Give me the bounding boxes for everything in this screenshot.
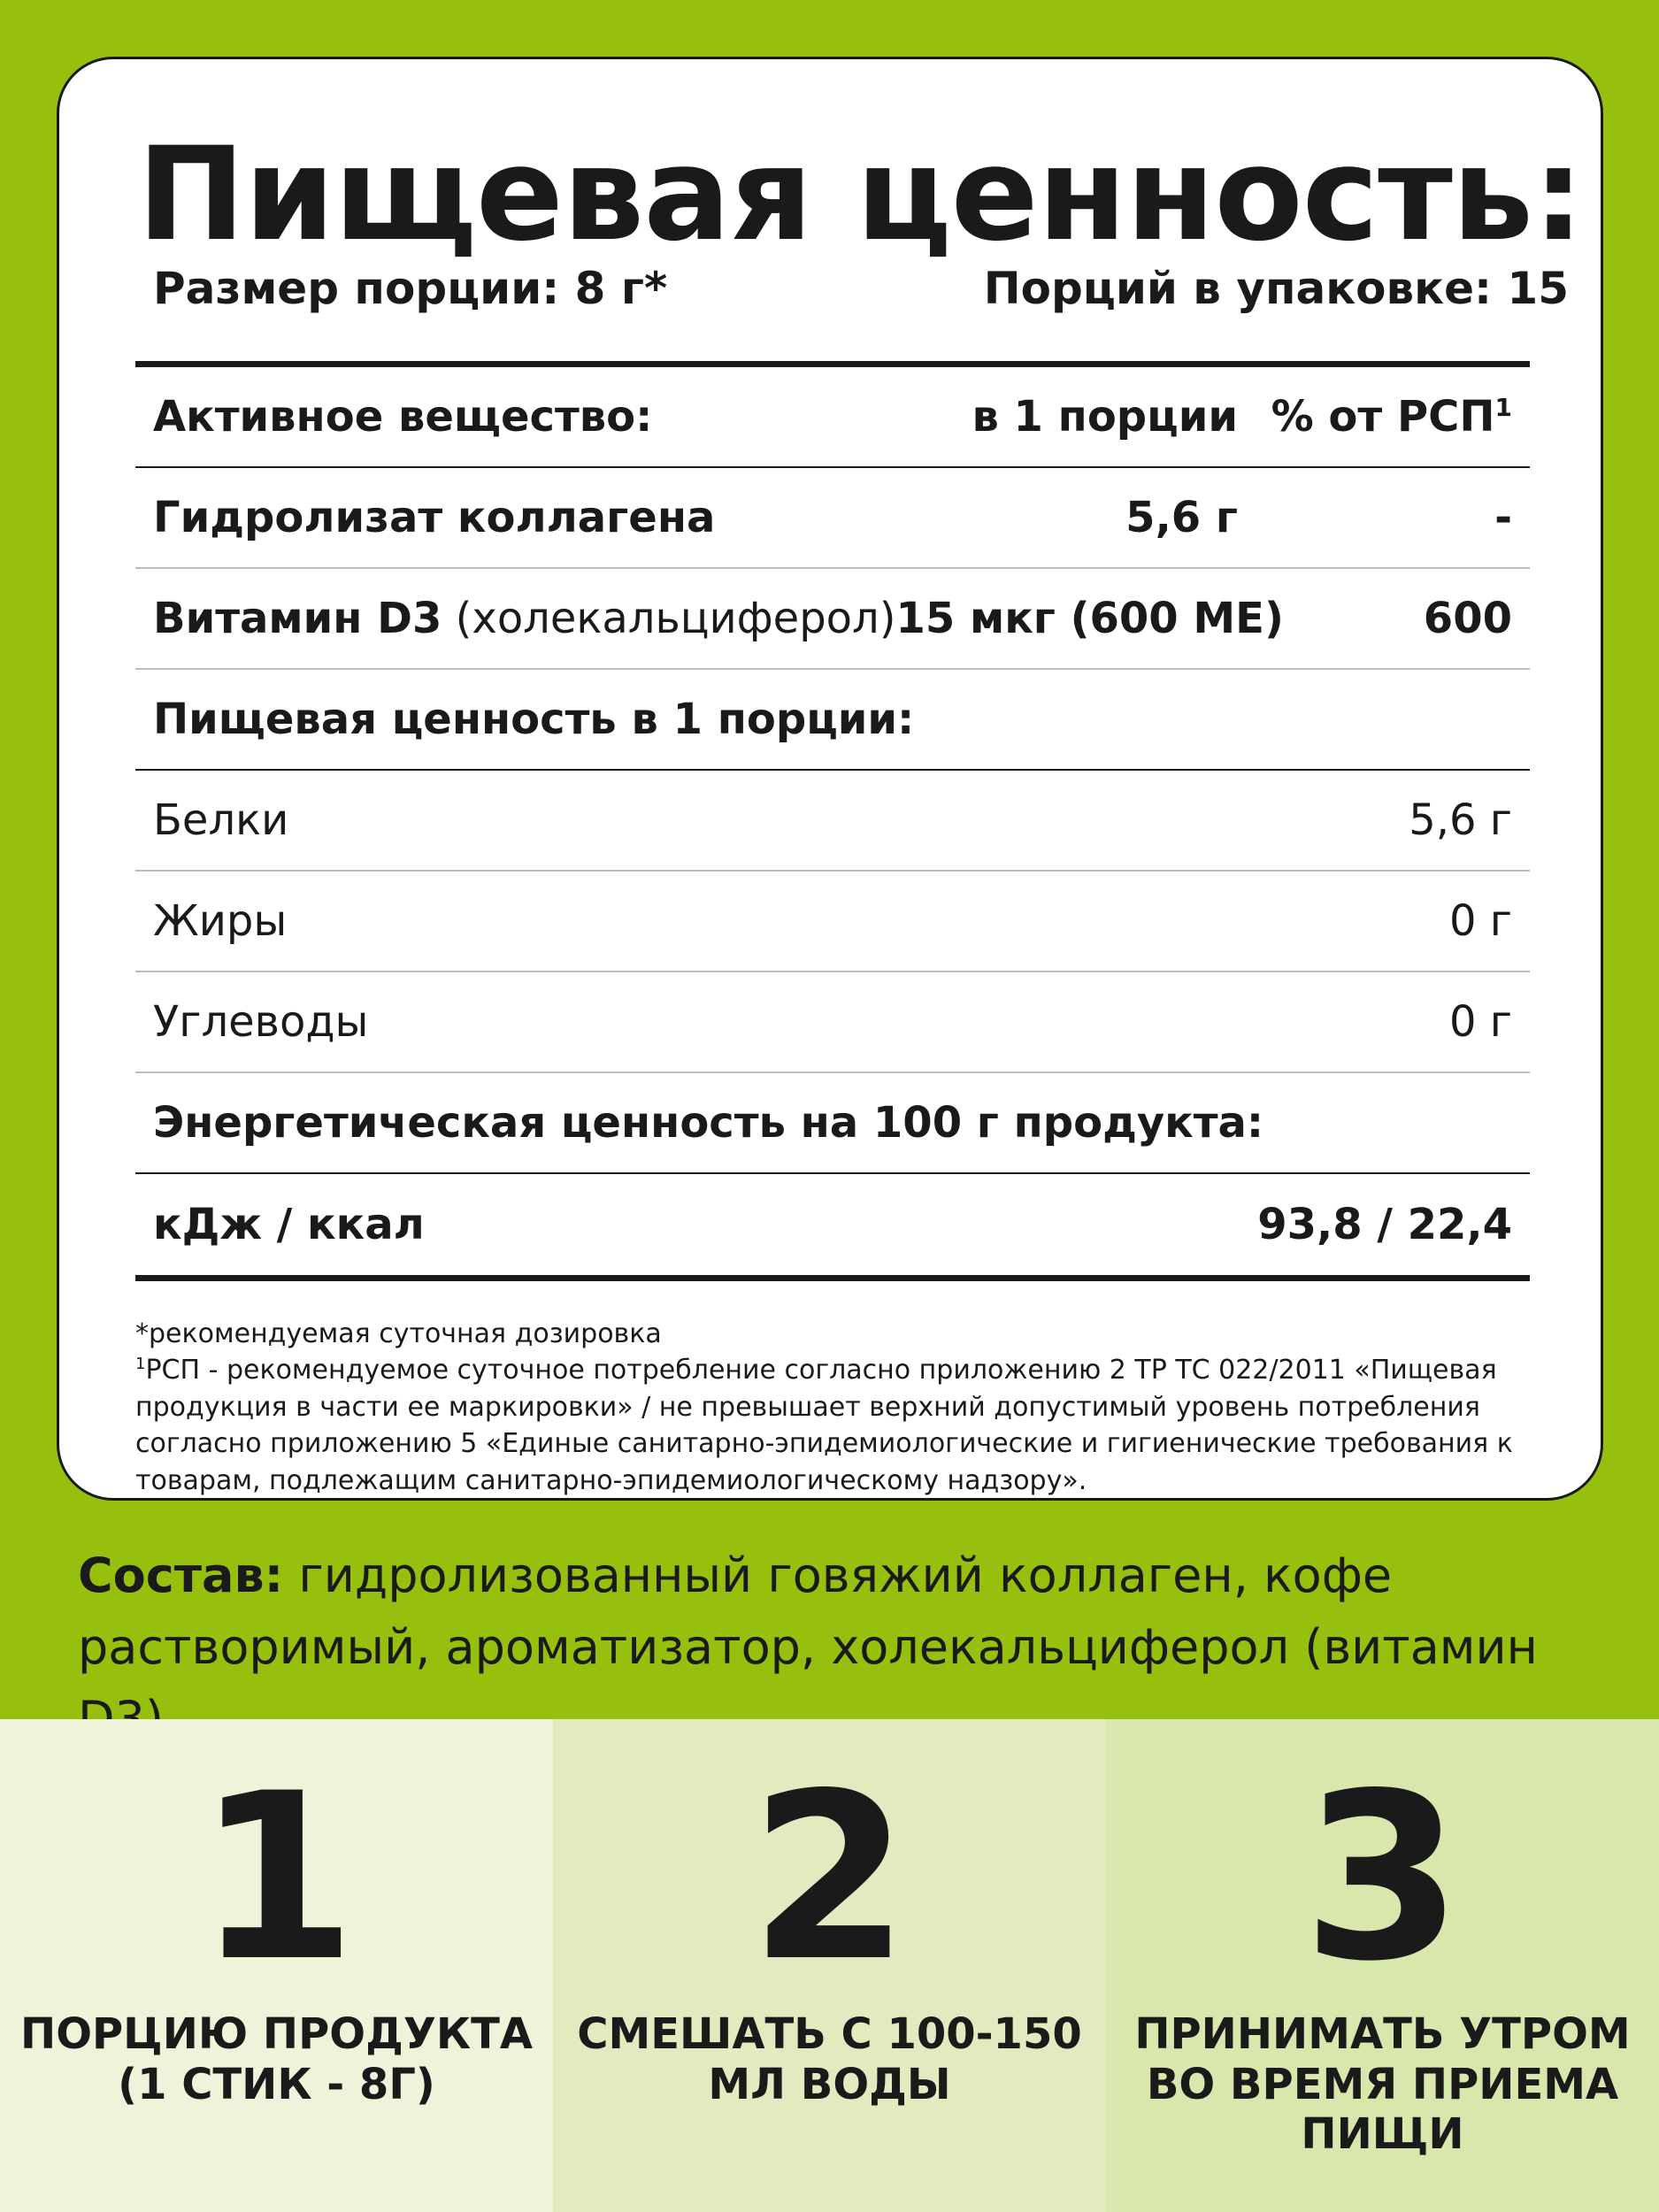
composition-label: Состав:: [78, 1548, 284, 1603]
macro-name: Жиры: [153, 896, 288, 946]
active-rsp: 600: [1423, 594, 1512, 643]
step-3: [1106, 1719, 1659, 2212]
header-per-serving: в 1 порции: [972, 392, 1238, 442]
section-per-serving: Пищевая ценность в 1 порции:: [135, 670, 1530, 771]
nutrition-table: [135, 361, 1530, 1281]
active-amount: 15 мкг (600 МЕ): [895, 594, 1284, 643]
active-amount: 5,6 г: [1125, 493, 1238, 542]
macro-value: 0 г: [1448, 997, 1512, 1047]
step-2: [553, 1719, 1106, 2212]
header-active-substance: Активное вещество:: [153, 392, 653, 442]
table-row: [135, 468, 1530, 569]
table-row: [135, 872, 1530, 972]
header-rsp: % от РСП$^1$: [1271, 392, 1512, 442]
active-name: Гидролизат коллагена: [153, 493, 716, 542]
step-number: 2: [749, 1745, 910, 2012]
energy-value: 93,8 / 22,4: [1257, 1200, 1512, 1249]
energy-label: кДж / ккал: [153, 1200, 425, 1249]
active-rsp: -: [1494, 493, 1512, 542]
footnotes: [135, 1316, 1533, 1499]
step-number: 3: [1302, 1745, 1463, 2012]
footnote-rsp: $^1$РСП - рекомендуемое суточное потребление согласно приложению 2 ТР ТС 022/2011 «Пищевая продукция в части ее маркировки» / не превышает верхний допустимый уровень потребления согласно приложению 5 «Единые санитарно-эпидемиологические и гигиенические требования к товарам, подлежащим санитарно-эпидемиологическому надзору».: [135, 1355, 1513, 1496]
macro-name: Белки: [153, 795, 289, 845]
macro-value: 0 г: [1448, 896, 1512, 946]
table-row: [135, 1174, 1530, 1275]
table-row: [135, 972, 1530, 1073]
table-row: [135, 569, 1530, 670]
table-row: [135, 771, 1530, 872]
step-text: ПОРЦИЮ ПРОДУКТА (1 СТИК - 8Г): [20, 2009, 533, 2109]
section-energy: Энергетическая ценность на 100 г продукта:: [135, 1073, 1530, 1174]
nutrition-card: [57, 57, 1603, 1501]
serving-info: [153, 263, 1569, 314]
active-name: Витамин D3: [153, 594, 442, 643]
rsp-footnote-mark: 1: [1494, 393, 1512, 422]
step-1: [0, 1719, 553, 2212]
step-number: 1: [196, 1745, 357, 2012]
active-name-extra: (холекальциферол): [442, 594, 896, 643]
footnote-dosage: *рекомендуемая суточная дозировка: [135, 1318, 662, 1349]
macro-name: Углеводы: [153, 997, 369, 1047]
step-text: ПРИНИМАТЬ УТРОМ ВО ВРЕМЯ ПРИЕМА ПИЩИ: [1134, 2009, 1631, 2160]
table-header-row: [135, 367, 1530, 468]
macro-value: 5,6 г: [1409, 795, 1512, 845]
step-text: СМЕШАТЬ С 100-150 МЛ ВОДЫ: [577, 2009, 1082, 2109]
usage-steps: [0, 1719, 1659, 2212]
servings-per-pack: Порций в упаковке: 15: [983, 263, 1569, 314]
serving-size: Размер порции: 8 г*: [153, 263, 668, 314]
nutrition-title: Пищевая ценность:: [137, 119, 1584, 270]
composition-text: гидролизованный говяжий коллаген, кофе растворимый, ароматизатор, холекальциферол (витамин: [78, 1548, 1538, 1675]
